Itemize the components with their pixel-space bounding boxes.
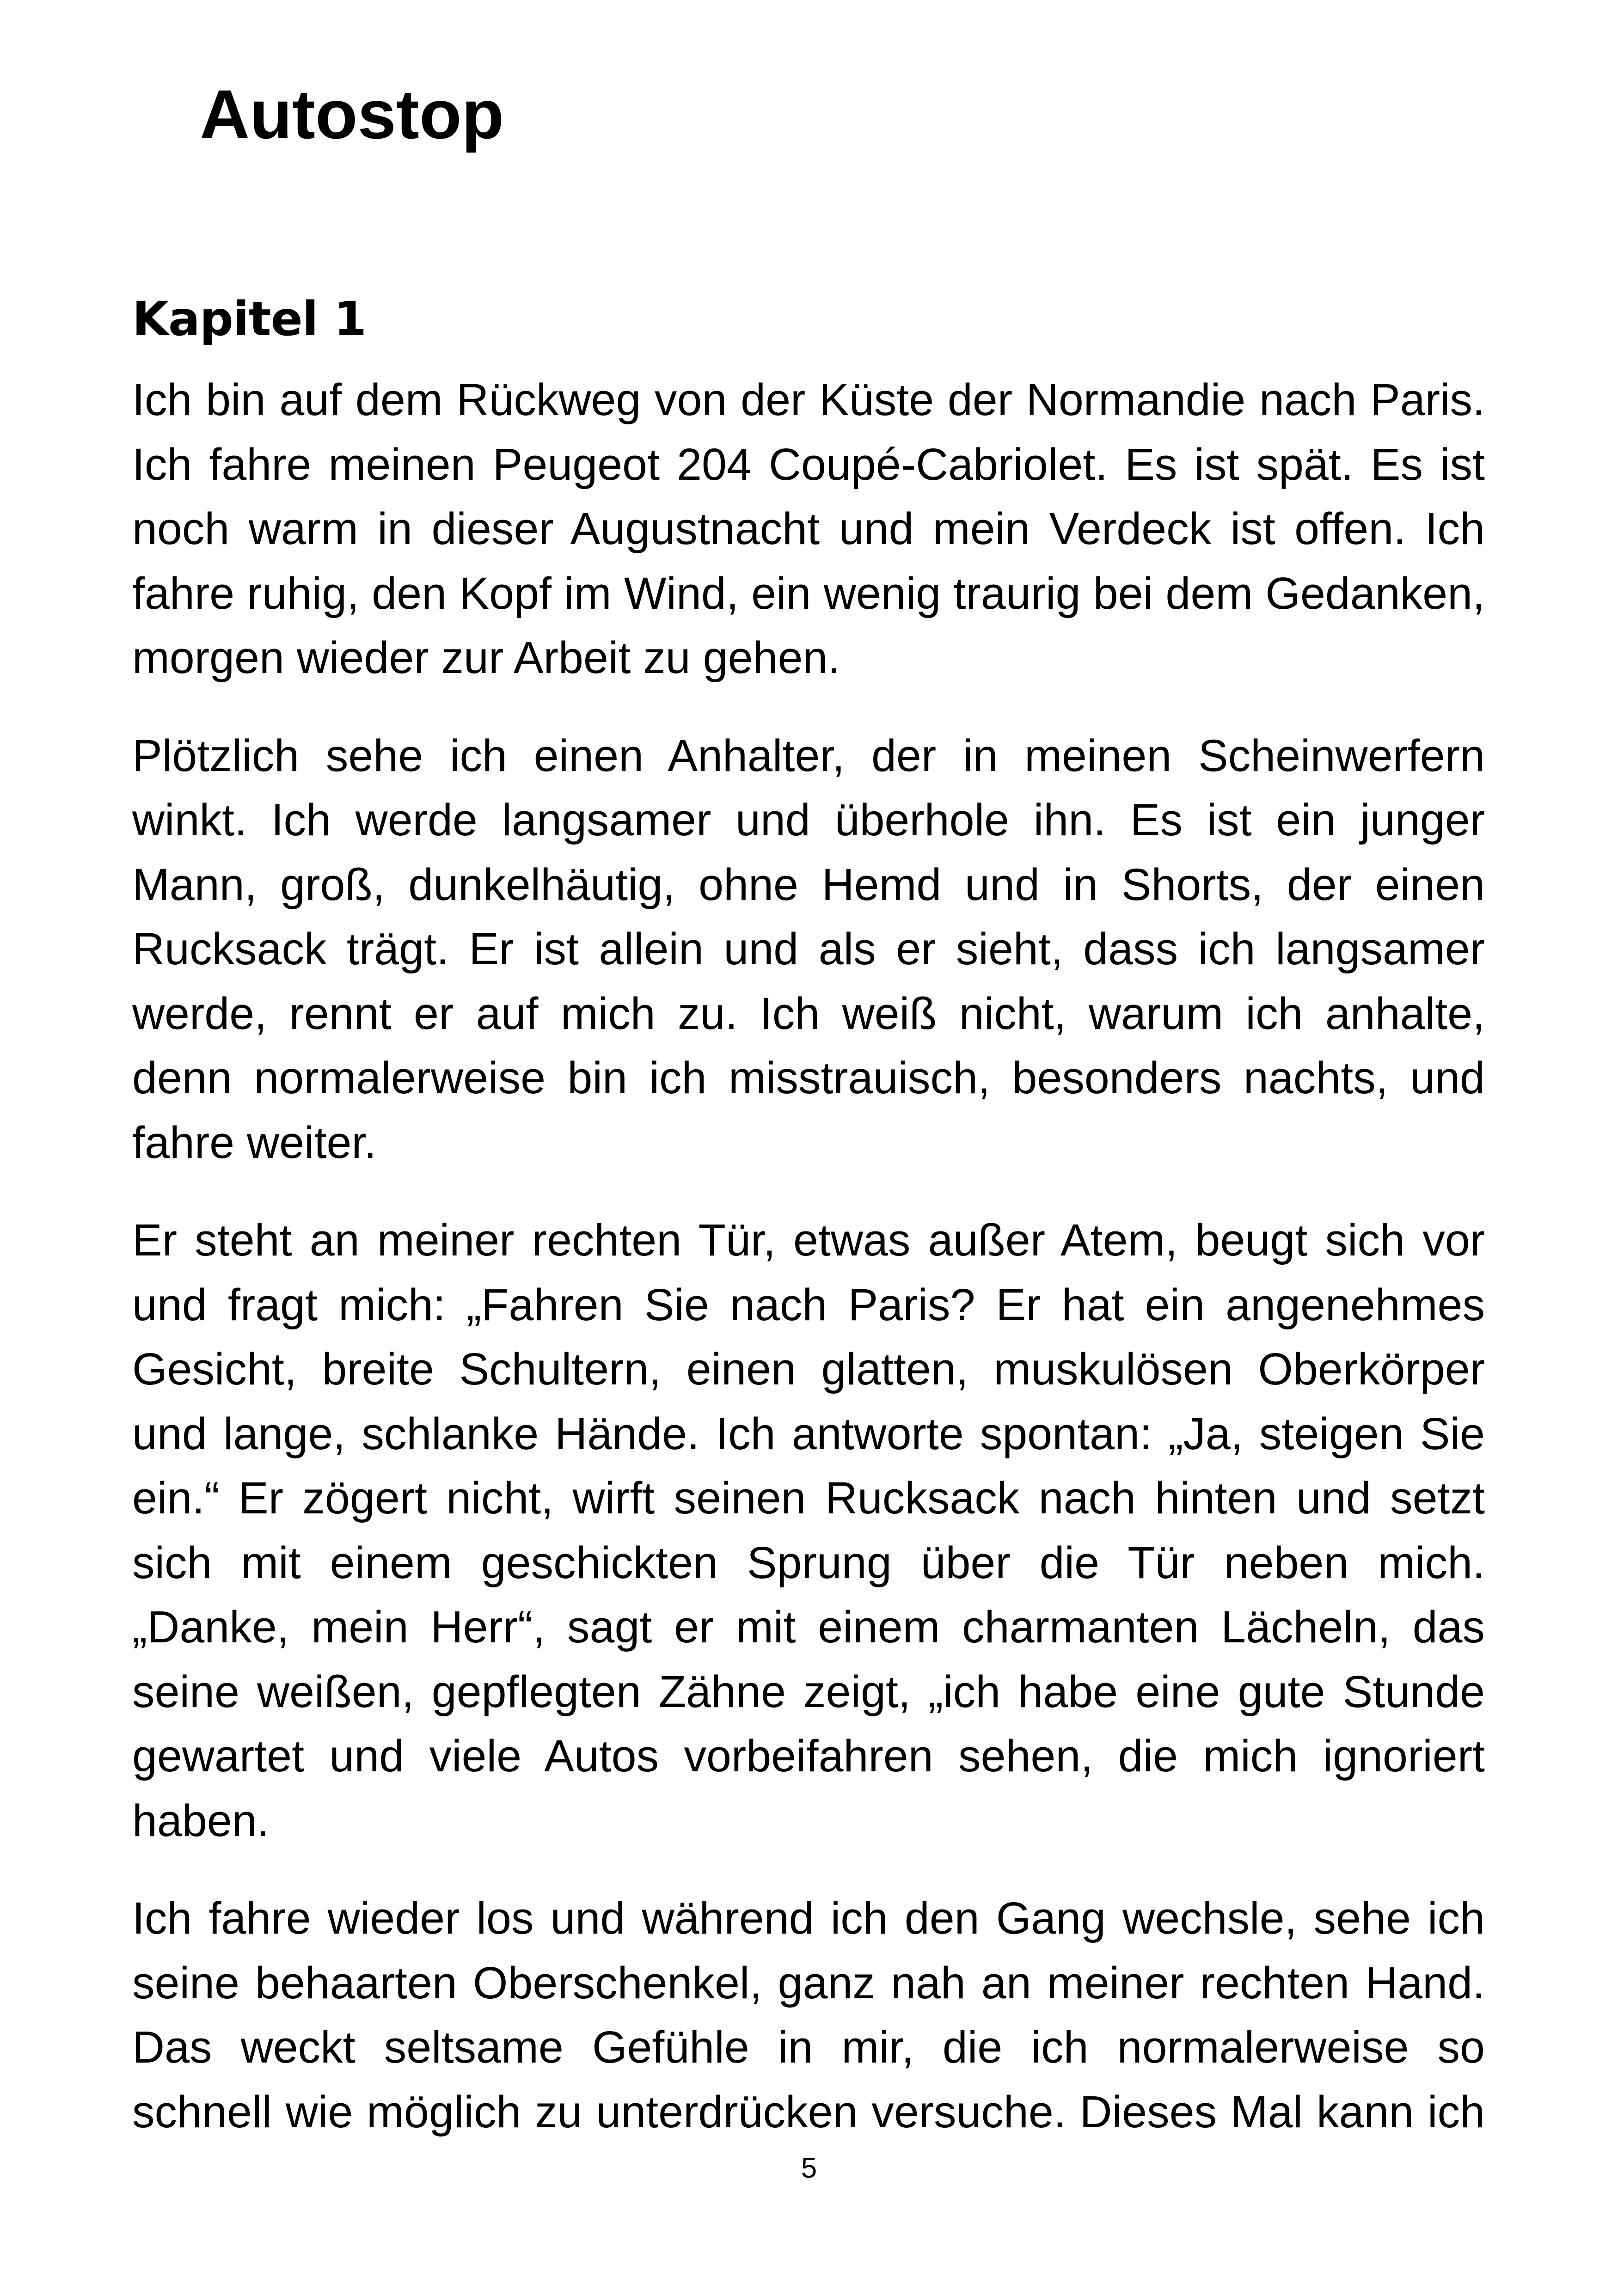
paragraph: Er steht an meiner rechten Tür, etwas außer Atem, beugt sich vor und fragt mich: „Fahren Sie nach Paris? Er hat ein angenehmes Gesicht, breite Schultern, einen glatten, muskulösen Oberkörper und lange, schlanke Hände. Ich antworte spontan: „Ja, steigen Sie ein.“ Er zögert nicht, wirft seinen Rucksack nach hinten und setzt sich mit einem geschickten Sprung über die Tür neben mich. „Danke, mein Herr“, sagt er mit einem charmanten Lächeln, das seine weißen, gepflegten Zähne zeigt, „ich habe eine gute Stunde gewartet und viele Autos vorbeifahren sehen, die mich ignoriert haben. [132, 1215, 1485, 1846]
page-number: 5 [801, 2152, 817, 2184]
paragraph: Ich fahre wieder los und während ich den Gang wechsle, sehe ich seine behaarten Oberschenkel, ganz nah an meiner rechten Hand. Das weckt seltsame Gefühle in mir, die ich normalerweise so schnell wie möglich zu unterdrücken versuche. Dieses Mal kann ich [132, 1893, 1485, 2137]
book-title: Autostop [200, 75, 504, 153]
paragraph: Ich bin auf dem Rückweg von der Küste der Normandie nach Paris. Ich fahre meinen Peugeot 204 Coupé-Cabriolet. Es ist spät. Es ist noch warm in dieser Augustnacht und mein Verdeck ist offen. Ich fahre ruhig, den Kopf im Wind, ein wenig traurig bei dem Gedanken, morgen wieder zur Arbeit zu gehen. [132, 374, 1485, 683]
chapter-body [132, 367, 1485, 2144]
paragraph: Plötzlich sehe ich einen Anhalter, der in meinen Scheinwerfern winkt. Ich werde langsamer und überhole ihn. Es ist ein junger Mann, groß, dunkelhäutig, ohne Hemd und in Shorts, der einen Rucksack trägt. Er ist allein und als er sieht, dass ich langsamer werde, rennt er auf mich zu. Ich weiß nicht, warum ich anhalte, denn normalerweise bin ich misstrauisch, besonders nachts, und fahre weiter. [132, 730, 1485, 1168]
chapter-heading: Kapitel 1 [132, 292, 367, 347]
